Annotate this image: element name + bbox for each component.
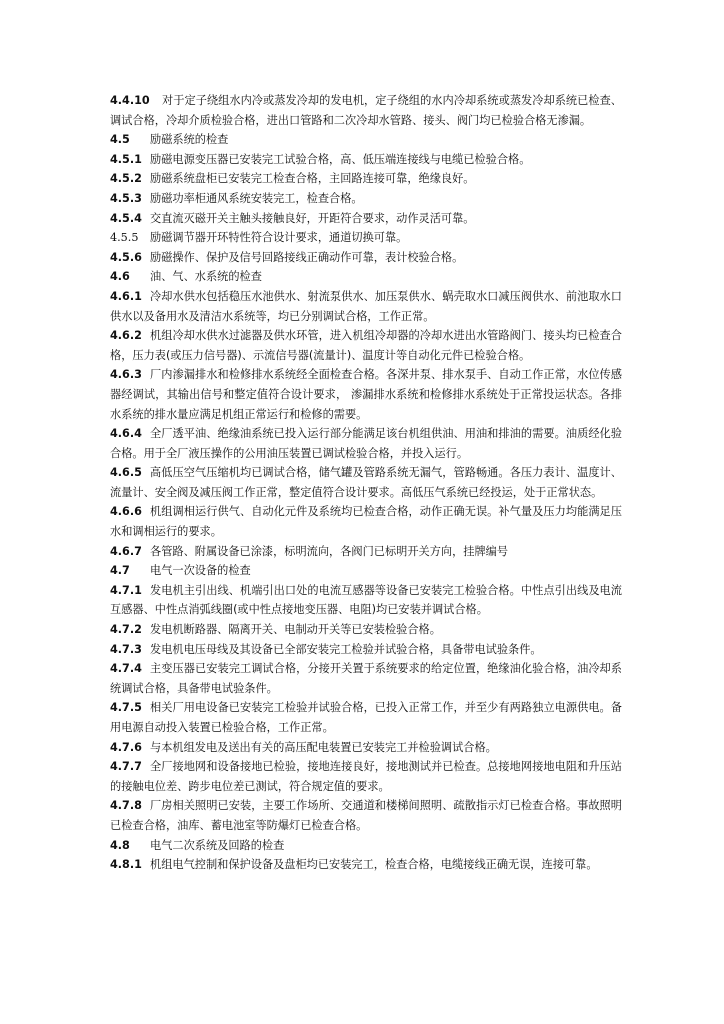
clause-paragraph bbox=[110, 502, 622, 541]
clause-paragraph bbox=[110, 757, 622, 796]
clause-text: 全厂透平油、绝缘油系统已投入运行部分能满足该台机组供油、用油和排油的需要。油质经化验合格。用于全厂液压操作的公用油压装置已调试检验合格，并投入运行。 bbox=[110, 427, 622, 460]
clause-paragraph bbox=[110, 463, 622, 502]
clause-text: 励磁调节器开环特性符合设计要求，通道切换可靠。 bbox=[150, 231, 408, 245]
clause-number: 4.8.1 bbox=[110, 858, 142, 872]
clause-paragraph bbox=[110, 150, 622, 170]
clause-text: 交直流灭磁开关主触头接触良好，开距符合要求，动作灵活可靠。 bbox=[150, 211, 475, 225]
section-heading bbox=[110, 130, 622, 150]
clause-number: 4.5.4 bbox=[110, 211, 142, 225]
clause-paragraph bbox=[110, 620, 622, 640]
clause-number: 4.6.2 bbox=[110, 329, 142, 343]
clause-number: 4.7.5 bbox=[110, 701, 142, 715]
clause-number: 4.6 bbox=[110, 270, 130, 284]
clause-paragraph bbox=[110, 698, 622, 737]
clause-number: 4.7.2 bbox=[110, 623, 142, 637]
clause-paragraph bbox=[110, 228, 622, 248]
clause-text: 励磁操作、保护及信号回路接线正确动作可靠，表计校验合格。 bbox=[150, 250, 464, 264]
clause-text: 厂房相关照明已安装，主要工作场所、交通道和楼梯间照明、疏散指示灯已检查合格。事故照明已检查合格，油库、蓄电池室等防爆灯已检查合格。 bbox=[110, 799, 622, 832]
clause-text: 发电机电压母线及其设备已全部安装完工检验并试验合格，具备带电试验条件。 bbox=[150, 642, 542, 656]
clause-number: 4.6.3 bbox=[110, 368, 142, 382]
section-heading bbox=[110, 836, 622, 856]
clause-number: 4.6.7 bbox=[110, 544, 142, 558]
clause-paragraph bbox=[110, 91, 622, 130]
clause-number: 4.7 bbox=[110, 564, 130, 578]
clause-number: 4.4.10 bbox=[110, 94, 150, 107]
clause-text: 机组冷却水供水过滤器及供水环管，进入机组冷却器的冷却水进出水管路阀门、接头均已检查合格，压力表(或压力信号器)、示流信号器(流量计)、温度计等自动化元件已检验合格。 bbox=[110, 329, 622, 362]
clause-number: 4.5.3 bbox=[110, 191, 142, 205]
clause-text: 励磁功率柜通风系统安装完工，检查合格。 bbox=[150, 191, 363, 205]
clause-number: 4.7.3 bbox=[110, 642, 142, 656]
clause-number: 4.7.7 bbox=[110, 760, 142, 774]
clause-number: 4.5.1 bbox=[110, 152, 142, 166]
clause-paragraph bbox=[110, 855, 622, 875]
clause-number: 4.7.8 bbox=[110, 799, 142, 813]
clause-paragraph bbox=[110, 248, 622, 268]
clause-text: 发电机主引出线、机端引出口处的电流互感器等设备已安装完工检验合格。中性点引出线及电流互感器、中性点消弧线圈(或中性点接地变压器、电阻)均已安装并调试合格。 bbox=[110, 583, 622, 617]
clause-number: 4.5.5 bbox=[110, 231, 139, 245]
clause-number: 4.6.6 bbox=[110, 505, 142, 519]
section-heading bbox=[110, 561, 622, 581]
clause-number: 4.6.5 bbox=[110, 466, 142, 480]
clause-text: 励磁电源变压器已安装完工试验合格，高、低压端连接线与电缆已检验合格。 bbox=[150, 152, 531, 166]
clause-number: 4.7.6 bbox=[110, 740, 142, 754]
clause-text: 厂内渗漏排水和检修排水系统经全面检查合格。各深井泵、排水泵手、自动工作正常，水位传感器经调试，其输出信号和整定值符合设计要求， 渗漏排水系统和检修排水系统处于正常投运状态。各排水系统的排水量应满足机组正常运行和检修的需要。 bbox=[110, 368, 622, 421]
clause-text: 冷却水供水包括稳压水池供水、射流泵供水、加压泵供水、蜗壳取水口减压阀供水、前池取水口供水以及备用水及清洁水系统等，均已分别调试合格，工作正常。 bbox=[110, 289, 622, 323]
clause-paragraph bbox=[110, 209, 622, 229]
clause-paragraph bbox=[110, 659, 622, 698]
clause-number: 4.6.4 bbox=[110, 427, 142, 441]
clause-text: 与本机组发电及送出有关的高压配电装置已安装完工并检验调试合格。 bbox=[150, 740, 497, 754]
clause-number: 4.7.1 bbox=[110, 583, 142, 597]
clause-paragraph bbox=[110, 542, 622, 562]
document-page bbox=[110, 91, 622, 875]
clause-paragraph bbox=[110, 287, 622, 326]
clause-text: 各管路、附属设备已涂漆，标明流向，各阀门已标明开关方向，挂牌编号 bbox=[150, 544, 509, 558]
clause-text: 电气二次系统及回路的检查 bbox=[150, 838, 285, 852]
clause-paragraph bbox=[110, 189, 622, 209]
clause-number: 4.8 bbox=[110, 838, 130, 852]
clause-text: 高低压空气压缩机均已调试合格，储气罐及管路系统无漏气，管路畅通。各压力表计、温度计、流量计、安全阀及减压阀工作正常，整定值符合设计要求。高低压气系统已经投运，处于正常状态。 bbox=[110, 466, 622, 499]
section-heading bbox=[110, 267, 622, 287]
clause-paragraph bbox=[110, 424, 622, 463]
clause-text: 油、气、水系统的检查 bbox=[150, 270, 262, 284]
clause-number: 4.5 bbox=[110, 133, 130, 147]
clause-text: 机组电气控制和保护设备及盘柜均已安装完工，检查合格，电缆接线正确无误，连接可靠。 bbox=[150, 858, 598, 872]
clause-number: 4.5.6 bbox=[110, 250, 142, 264]
clause-paragraph bbox=[110, 738, 622, 758]
clause-text: 相关厂用电设备已安装完工检验并试验合格，已投入正常工作，并至少有两路独立电源供电。备用电源自动投入装置已检验合格，工作正常。 bbox=[110, 701, 622, 734]
clause-paragraph bbox=[110, 796, 622, 835]
clause-paragraph bbox=[110, 365, 622, 424]
clause-text: 对于定子绕组水内冷或蒸发冷却的发电机，定子绕组的水内冷却系统或蒸发冷却系统已检查、调试合格，冷却介质检验合格，进出口管路和二次冷却水管路、接头、阀门均已检验合格无渗漏。 bbox=[110, 94, 622, 127]
clause-number: 4.6.1 bbox=[110, 289, 142, 303]
clause-paragraph bbox=[110, 581, 622, 620]
clause-number: 4.5.2 bbox=[110, 172, 142, 186]
clause-number: 4.7.4 bbox=[110, 662, 142, 676]
clause-text: 全厂接地网和设备接地已检验，接地连接良好，接地测试并已检查。总接地网接地电阻和升压站的接触电位差、跨步电位差已测试，符合规定值的要求。 bbox=[110, 760, 622, 793]
clause-text: 发电机断路器、隔离开关、电制动开关等已安装检验合格。 bbox=[150, 623, 441, 637]
clause-text: 机组调相运行供气、自动化元件及系统均已检查合格，动作正确无误。补气量及压力均能满足压水和调相运行的要求。 bbox=[110, 505, 622, 539]
clause-paragraph bbox=[110, 169, 622, 189]
clause-paragraph bbox=[110, 640, 622, 660]
clause-paragraph bbox=[110, 326, 622, 365]
clause-text: 电气一次设备的检查 bbox=[150, 564, 251, 578]
clause-text: 主变压器已安装完工调试合格，分接开关置于系统要求的给定位置，绝缘油化验合格，油冷却系统调试合格，具备带电试验条件。 bbox=[110, 662, 622, 695]
clause-text: 励磁系统盘柜已安装完工检查合格，主回路连接可靠，绝缘良好。 bbox=[150, 172, 475, 186]
clause-text: 励磁系统的检查 bbox=[150, 133, 229, 147]
